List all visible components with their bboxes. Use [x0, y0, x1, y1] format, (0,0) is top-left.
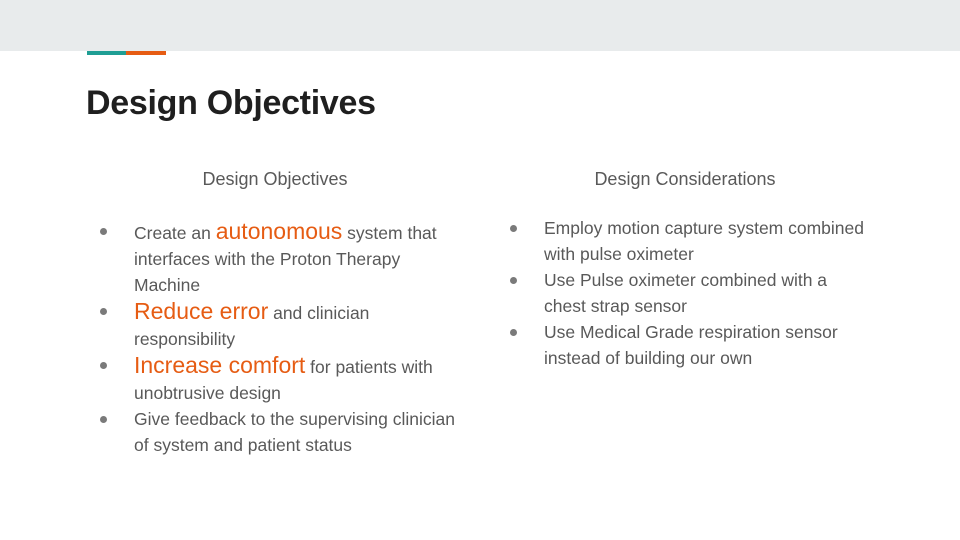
bullet-highlight: Reduce error	[134, 298, 269, 324]
objective-item	[98, 406, 468, 458]
left-column-heading: Design Objectives	[202, 169, 348, 189]
bullet-text: Employ motion capture system combined with pulse oximeter	[544, 218, 864, 264]
consideration-item	[508, 215, 868, 267]
bullet-text: for patients with unobtrusive design	[134, 357, 433, 403]
bullet-icon	[510, 225, 517, 232]
header-band	[0, 0, 960, 51]
slide-title: Design Objectives	[86, 84, 376, 122]
accent-bar-teal	[87, 51, 126, 55]
bullet-text: Give feedback to the supervising clinician of system and patient status	[134, 409, 456, 455]
bullet-icon	[100, 228, 107, 235]
objective-item	[98, 218, 468, 298]
objective-item	[98, 352, 468, 406]
bullet-icon	[100, 416, 107, 423]
right-column-heading: Design Considerations	[594, 169, 776, 189]
bullet-text: Use Pulse oximeter combined with a chest strap sensor	[544, 270, 828, 316]
accent-bar-orange	[126, 51, 166, 55]
objectives-list	[98, 218, 468, 458]
bullet-icon	[510, 329, 517, 336]
bullet-text: and clinician responsibility	[134, 303, 370, 349]
consideration-item	[508, 267, 868, 319]
objective-item	[98, 298, 468, 352]
bullet-icon	[100, 308, 107, 315]
bullet-highlight: autonomous	[215, 218, 343, 244]
bullet-icon	[510, 277, 517, 284]
consideration-item	[508, 319, 868, 371]
bullet-text: Create an	[134, 223, 216, 243]
considerations-list	[508, 215, 868, 371]
bullet-highlight: Increase comfort	[134, 352, 306, 378]
bullet-text: system that interfaces with the Proton Therapy Machine	[134, 223, 437, 295]
bullet-text: Use Medical Grade respiration sensor instead of building our own	[544, 322, 838, 368]
bullet-icon	[100, 362, 107, 369]
